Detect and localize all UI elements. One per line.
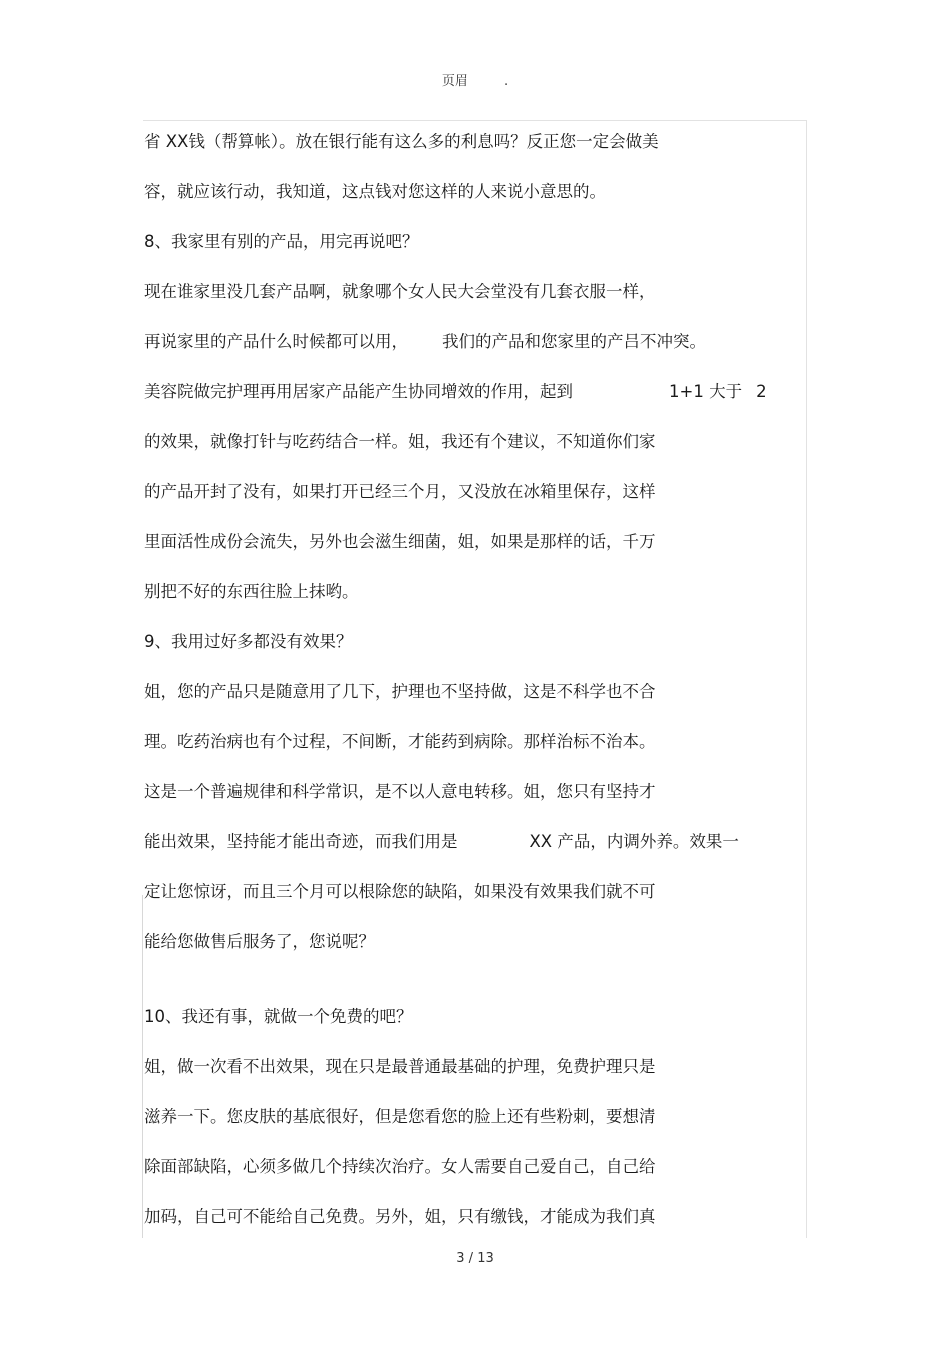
body-line: 的产品开封了没有，如果打开已经三个月，又没放在冰箱里保存，这样 (144, 482, 656, 501)
body-line-part: 我们的产品和您家里的产吕不冲突。 (442, 332, 706, 351)
body-line: 姐，做一次看不出效果，现在只是最普通最基础的护理，免费护理只是 (144, 1057, 656, 1076)
header-dot: . (503, 74, 509, 89)
body-line: 容，就应该行动，我知道，这点钱对您这样的人来说小意思的。 (144, 182, 606, 201)
frame-left-border (142, 895, 143, 1238)
frame-right-border (806, 120, 807, 1238)
body-line-part: 1+1 大于 (669, 382, 743, 401)
page-header (0, 70, 950, 89)
body-line-part: 美容院做完护理再用居家产品能产生协同增效的作用，起到 (144, 382, 573, 401)
body-line: 别把不好的东西往脸上抹哟。 (144, 582, 359, 601)
question-heading: 10、我还有事，就做一个免费的吧？ (144, 1007, 413, 1026)
body-line: 除面部缺陷，心须多做几个持续次治疗。女人需要自己爱自己，自己给 (144, 1157, 656, 1176)
body-line: 里面活性成份会流失，另外也会滋生细菌，姐，如果是那样的话，千万 (144, 532, 656, 551)
body-line-part: 能出效果，坚持能才能出奇迹，而我们用是 (144, 832, 458, 851)
body-line-part: 再说家里的产品什么时候都可以用， (144, 332, 408, 351)
question-heading: 9、我用过好多都没有效果？ (144, 632, 353, 651)
body-line: 定让您惊讶，而且三个月可以根除您的缺陷，如果没有效果我们就不可 (144, 882, 656, 901)
body-line: 能给您做售后服务了，您说呢？ (144, 932, 375, 951)
body-line: 加码，自己可不能给自己免费。另外，姐，只有缴钱，才能成为我们真 (144, 1207, 656, 1226)
page-footer (0, 1251, 950, 1266)
body-line: 滋养一下。您皮肤的基底很好，但是您看您的脸上还有些粉刺，要想清 (144, 1107, 656, 1126)
body-line (144, 381, 767, 403)
frame-top-border (143, 120, 807, 121)
body-line: 省 XX钱（帮算帐）。放在银行能有这么多的利息吗？反正您一定会做美 (144, 132, 659, 151)
body-line-part: XX 产品，内调外养。效果一 (529, 832, 739, 851)
body-line (144, 831, 739, 853)
body-line (144, 331, 706, 353)
body-line: 这是一个普遍规律和科学常识，是不以人意电转移。姐，您只有坚持才 (144, 782, 656, 801)
body-line-part: 2 (756, 382, 767, 401)
question-heading: 8、我家里有别的产品，用完再说吧？ (144, 232, 419, 251)
body-line: 的效果，就像打针与吃药结合一样。姐，我还有个建议，不知道你们家 (144, 432, 656, 451)
body-line: 理。吃药治病也有个过程，不间断，才能药到病除。那样治标不治本。 (144, 732, 656, 751)
body-line: 现在谁家里没几套产品啊，就象哪个女人民大会堂没有几套衣服一样， (144, 282, 656, 301)
body-line: 姐，您的产品只是随意用了几下，护理也不坚持做，这是不科学也不合 (144, 682, 656, 701)
page-separator: / (468, 1251, 474, 1266)
page-number: 3 (456, 1251, 465, 1266)
header-text: 页眉 (441, 74, 468, 89)
page-total: 13 (477, 1251, 494, 1266)
